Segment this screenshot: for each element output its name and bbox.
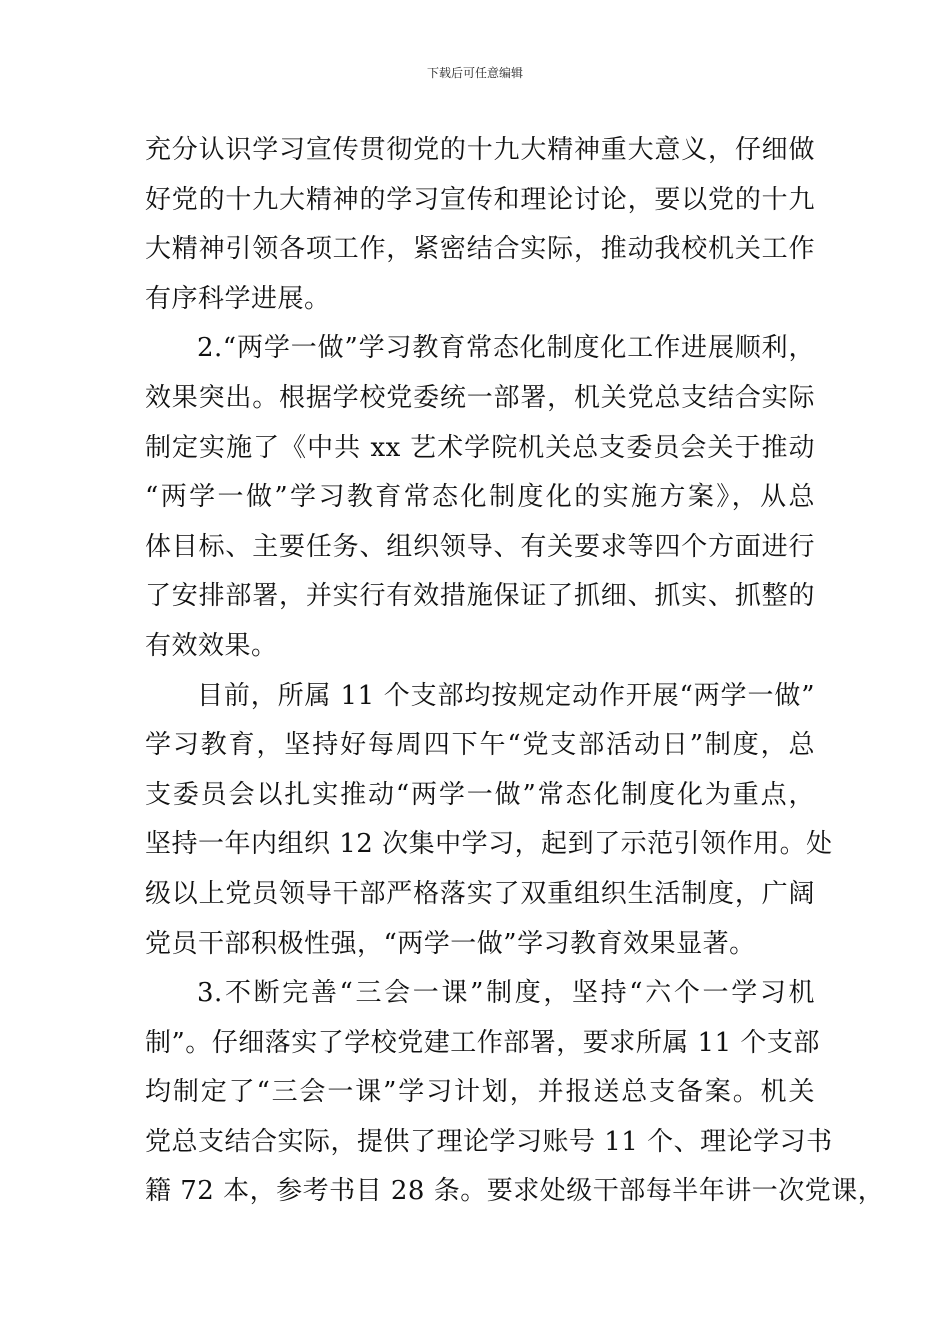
- text-line: “两学一做”学习教育常态化制度化的实施方案》，从总: [145, 482, 815, 513]
- text-line: 充分认识学习宣传贯彻党的十九大精神重大意义，仔细做: [145, 135, 815, 165]
- text-line: 效果突出。根据学校党委统一部署，机关党总支结合实际: [145, 382, 815, 413]
- page-header: 下载后可任意编辑: [426, 66, 523, 80]
- text-line: 坚持一年内组织 12 次集中学习，起到了示范引领作用。处: [145, 829, 833, 860]
- text-line: 籍 72 本，参考书目 28 条。要求处级干部每半年讲一次党课，: [145, 1176, 885, 1207]
- text-line: 大精神引领各项工作，紧密结合实际，推动我校机关工作: [145, 234, 815, 265]
- text-line: 目前，所属 11 个支部均按规定动作开展“两学一做”: [197, 680, 815, 711]
- text-line: 支委员会以扎实推动“两学一做”常态化制度化为重点，: [145, 779, 815, 810]
- text-line: 党总支结合实际，提供了理论学习账号 11 个、理论学习书: [145, 1126, 833, 1157]
- text-line: 体目标、主要任务、组织领导、有关要求等四个方面进行: [145, 531, 815, 562]
- text-line: 学习教育，坚持好每周四下午“党支部活动日”制度，总: [145, 730, 815, 761]
- text-line: 均制定了“三会一课”学习计划，并报送总支备案。机关: [145, 1077, 815, 1108]
- text-line: 有序科学进展。: [145, 283, 331, 314]
- text-line: 2.“两学一做”学习教育常态化制度化工作进展顺利，: [197, 333, 815, 364]
- text-line: 制”。仔细落实了学校党建工作部署，要求所属 11 个支部: [145, 1027, 820, 1058]
- text-line: 党员干部积极性强，“两学一做”学习教育效果显著。: [145, 928, 756, 959]
- text-line: 好党的十九大精神的学习宣传和理论讨论，要以党的十九: [145, 184, 815, 215]
- text-line: 3.不断完善“三会一课”制度，坚持“六个一学习机: [197, 978, 815, 1009]
- text-line: 级以上党员领导干部严格落实了双重组织生活制度，广阔: [145, 878, 815, 909]
- text-line: 制定实施了《中共 xx 艺术学院机关总支委员会关于推动: [145, 432, 815, 463]
- document-body: [145, 126, 885, 1217]
- text-line: 有效效果。: [145, 630, 278, 661]
- text-line: 了安排部署，并实行有效措施保证了抓细、抓实、抓整的: [145, 581, 815, 612]
